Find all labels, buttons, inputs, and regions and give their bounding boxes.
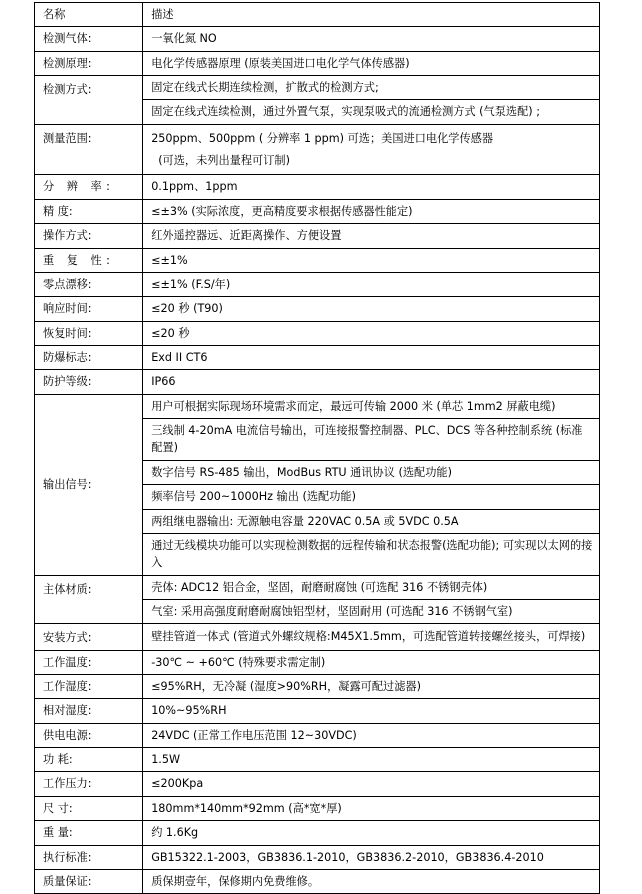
row-value: 壳体: ADC12 铝合金，坚固，耐磨耐腐蚀 (可选配 316 不锈钢壳体) (143, 575, 600, 599)
table-row (35, 370, 600, 394)
table-row (35, 394, 600, 418)
row-value: ≤20 秒 (T90) (143, 297, 600, 321)
table-row (35, 51, 600, 75)
row-label (35, 796, 143, 820)
header-cell-description: 描述 (143, 3, 600, 27)
row-label: 安装方式: (35, 624, 143, 650)
row-value: 气室: 采用高强度耐磨耐腐蚀铝型材，坚固耐用 (可选配 316 不锈钢气室) (143, 599, 600, 623)
row-value: 红外遥控器远、近距离操作、方便设置 (143, 224, 600, 248)
row-value: IP66 (143, 370, 600, 394)
row-label: 执行标准: (35, 845, 143, 869)
row-label: 质量保证: (35, 869, 143, 893)
row-value: 质保期壹年，保修期内免费维修。 (143, 869, 600, 893)
row-value: 三线制 4-20mA 电流信号输出，可连接报警控制器、PLC、DCS 等各种控制系统 (标准配置) (143, 419, 600, 461)
row-label: 供电电源: (35, 723, 143, 747)
row-label: 防爆标志: (35, 346, 143, 370)
row-value: 一氧化氮 NO (143, 27, 600, 51)
row-value: 24VDC (正常工作电压范围 12~30VDC) (143, 723, 600, 747)
row-label: 输出信号: (35, 394, 143, 575)
table-row (35, 772, 600, 796)
row-value: 180mm*140mm*92mm (高*宽*厚) (143, 796, 600, 820)
row-value: ≤±3% (实际浓度，更高精度要求根据传感器性能定) (143, 199, 600, 223)
row-label: 工作压力: (35, 772, 143, 796)
row-value: ≤20 秒 (143, 321, 600, 345)
table-row (35, 124, 600, 175)
table-row (35, 723, 600, 747)
table-row (35, 76, 600, 100)
row-value: 10%~95%RH (143, 699, 600, 723)
row-label-text: 重 复 性: (43, 253, 115, 267)
table-row (35, 248, 600, 272)
row-value (143, 124, 600, 175)
row-value: ≤±1% (F.S/年) (143, 272, 600, 296)
row-label (35, 248, 143, 272)
row-label: 操作方式: (35, 224, 143, 248)
row-label: 响应时间: (35, 297, 143, 321)
row-value: 约 1.6Kg (143, 821, 600, 845)
row-value: 数字信号 RS-485 输出，ModBus RTU 通讯协议 (选配功能) (143, 460, 600, 484)
row-value: 通过无线模块功能可以实现检测数据的远程传输和状态报警(选配功能); 可实现以太网的接入 (143, 533, 600, 575)
row-value: ≤95%RH，无冷凝 (湿度>90%RH，凝露可配过滤器) (143, 675, 600, 699)
row-value-line: 250ppm、500ppm ( 分辨率 1 ppm) 可选；美国进口电化学传感器 (151, 131, 494, 145)
row-value: 0.1ppm、1ppm (143, 175, 600, 199)
row-value: ≤±1% (143, 248, 600, 272)
row-value: ≤200Kpa (143, 772, 600, 796)
row-value: 固定在线式长期连续检测，扩散式的检测方式; (143, 76, 600, 100)
row-label (35, 748, 143, 772)
row-label: 零点漂移: (35, 272, 143, 296)
table-row (35, 272, 600, 296)
table-row (35, 624, 600, 650)
specification-table (34, 2, 600, 894)
row-label: 检测方式: (35, 76, 143, 125)
row-label (35, 821, 143, 845)
row-value: 固定在线式连续检测，通过外置气泵，实现泵吸式的流通检测方式 (气泵选配) ; (143, 100, 600, 124)
table-row (35, 869, 600, 893)
row-label: 检测原理: (35, 51, 143, 75)
row-label-text: 重 量: (43, 826, 73, 840)
table-row (35, 796, 600, 820)
row-label-text: 功 耗: (43, 753, 73, 767)
row-label: 恢复时间: (35, 321, 143, 345)
table-row (35, 321, 600, 345)
row-value: 用户可根据实际现场环境需求而定，最远可传输 2000 米 (单芯 1mm2 屏蔽电缆) (143, 394, 600, 418)
row-label: 主体材质: (35, 575, 143, 624)
row-label: 测量范围: (35, 124, 143, 175)
table-row (35, 346, 600, 370)
table-row (35, 27, 600, 51)
table-row (35, 650, 600, 674)
table-row (35, 224, 600, 248)
table-row (35, 297, 600, 321)
table-row (35, 199, 600, 223)
row-label: 工作湿度: (35, 675, 143, 699)
row-label-text: 分 辨 率: (43, 180, 115, 194)
table-row (35, 699, 600, 723)
table-row (35, 748, 600, 772)
row-value: Exd II CT6 (143, 346, 600, 370)
row-label-text: 尺 寸: (43, 801, 73, 815)
row-label: 防护等级: (35, 370, 143, 394)
table-header-row (35, 3, 600, 27)
row-value: 电化学传感器原理 (原装美国进口电化学气体传感器) (143, 51, 600, 75)
header-cell-name: 名称 (35, 3, 143, 27)
table-row (35, 821, 600, 845)
row-value: 两组继电器输出: 无源触电容量 220VAC 0.5A 或 5VDC 0.5A (143, 509, 600, 533)
row-label (35, 199, 143, 223)
table-row (35, 575, 600, 599)
row-value: 壁挂管道一体式 (管道式外螺纹规格:M45X1.5mm，可选配管道转接螺丝接头，可焊接) (143, 624, 600, 650)
row-label (35, 175, 143, 199)
row-label: 检测气体: (35, 27, 143, 51)
table-row (35, 675, 600, 699)
table-row (35, 175, 600, 199)
row-value-line: (可选，未列出量程可订制) (158, 153, 290, 167)
row-value: 频率信号 200~1000Hz 输出 (选配功能) (143, 485, 600, 509)
row-value: 1.5W (143, 748, 600, 772)
row-label: 工作温度: (35, 650, 143, 674)
row-value: GB15322.1-2003，GB3836.1-2010，GB3836.2-2010，GB3836.4-2010 (143, 845, 600, 869)
row-label: 相对湿度: (35, 699, 143, 723)
row-value: -30℃ ~ +60℃ (特殊要求需定制) (143, 650, 600, 674)
row-label-text: 精 度: (43, 204, 73, 218)
